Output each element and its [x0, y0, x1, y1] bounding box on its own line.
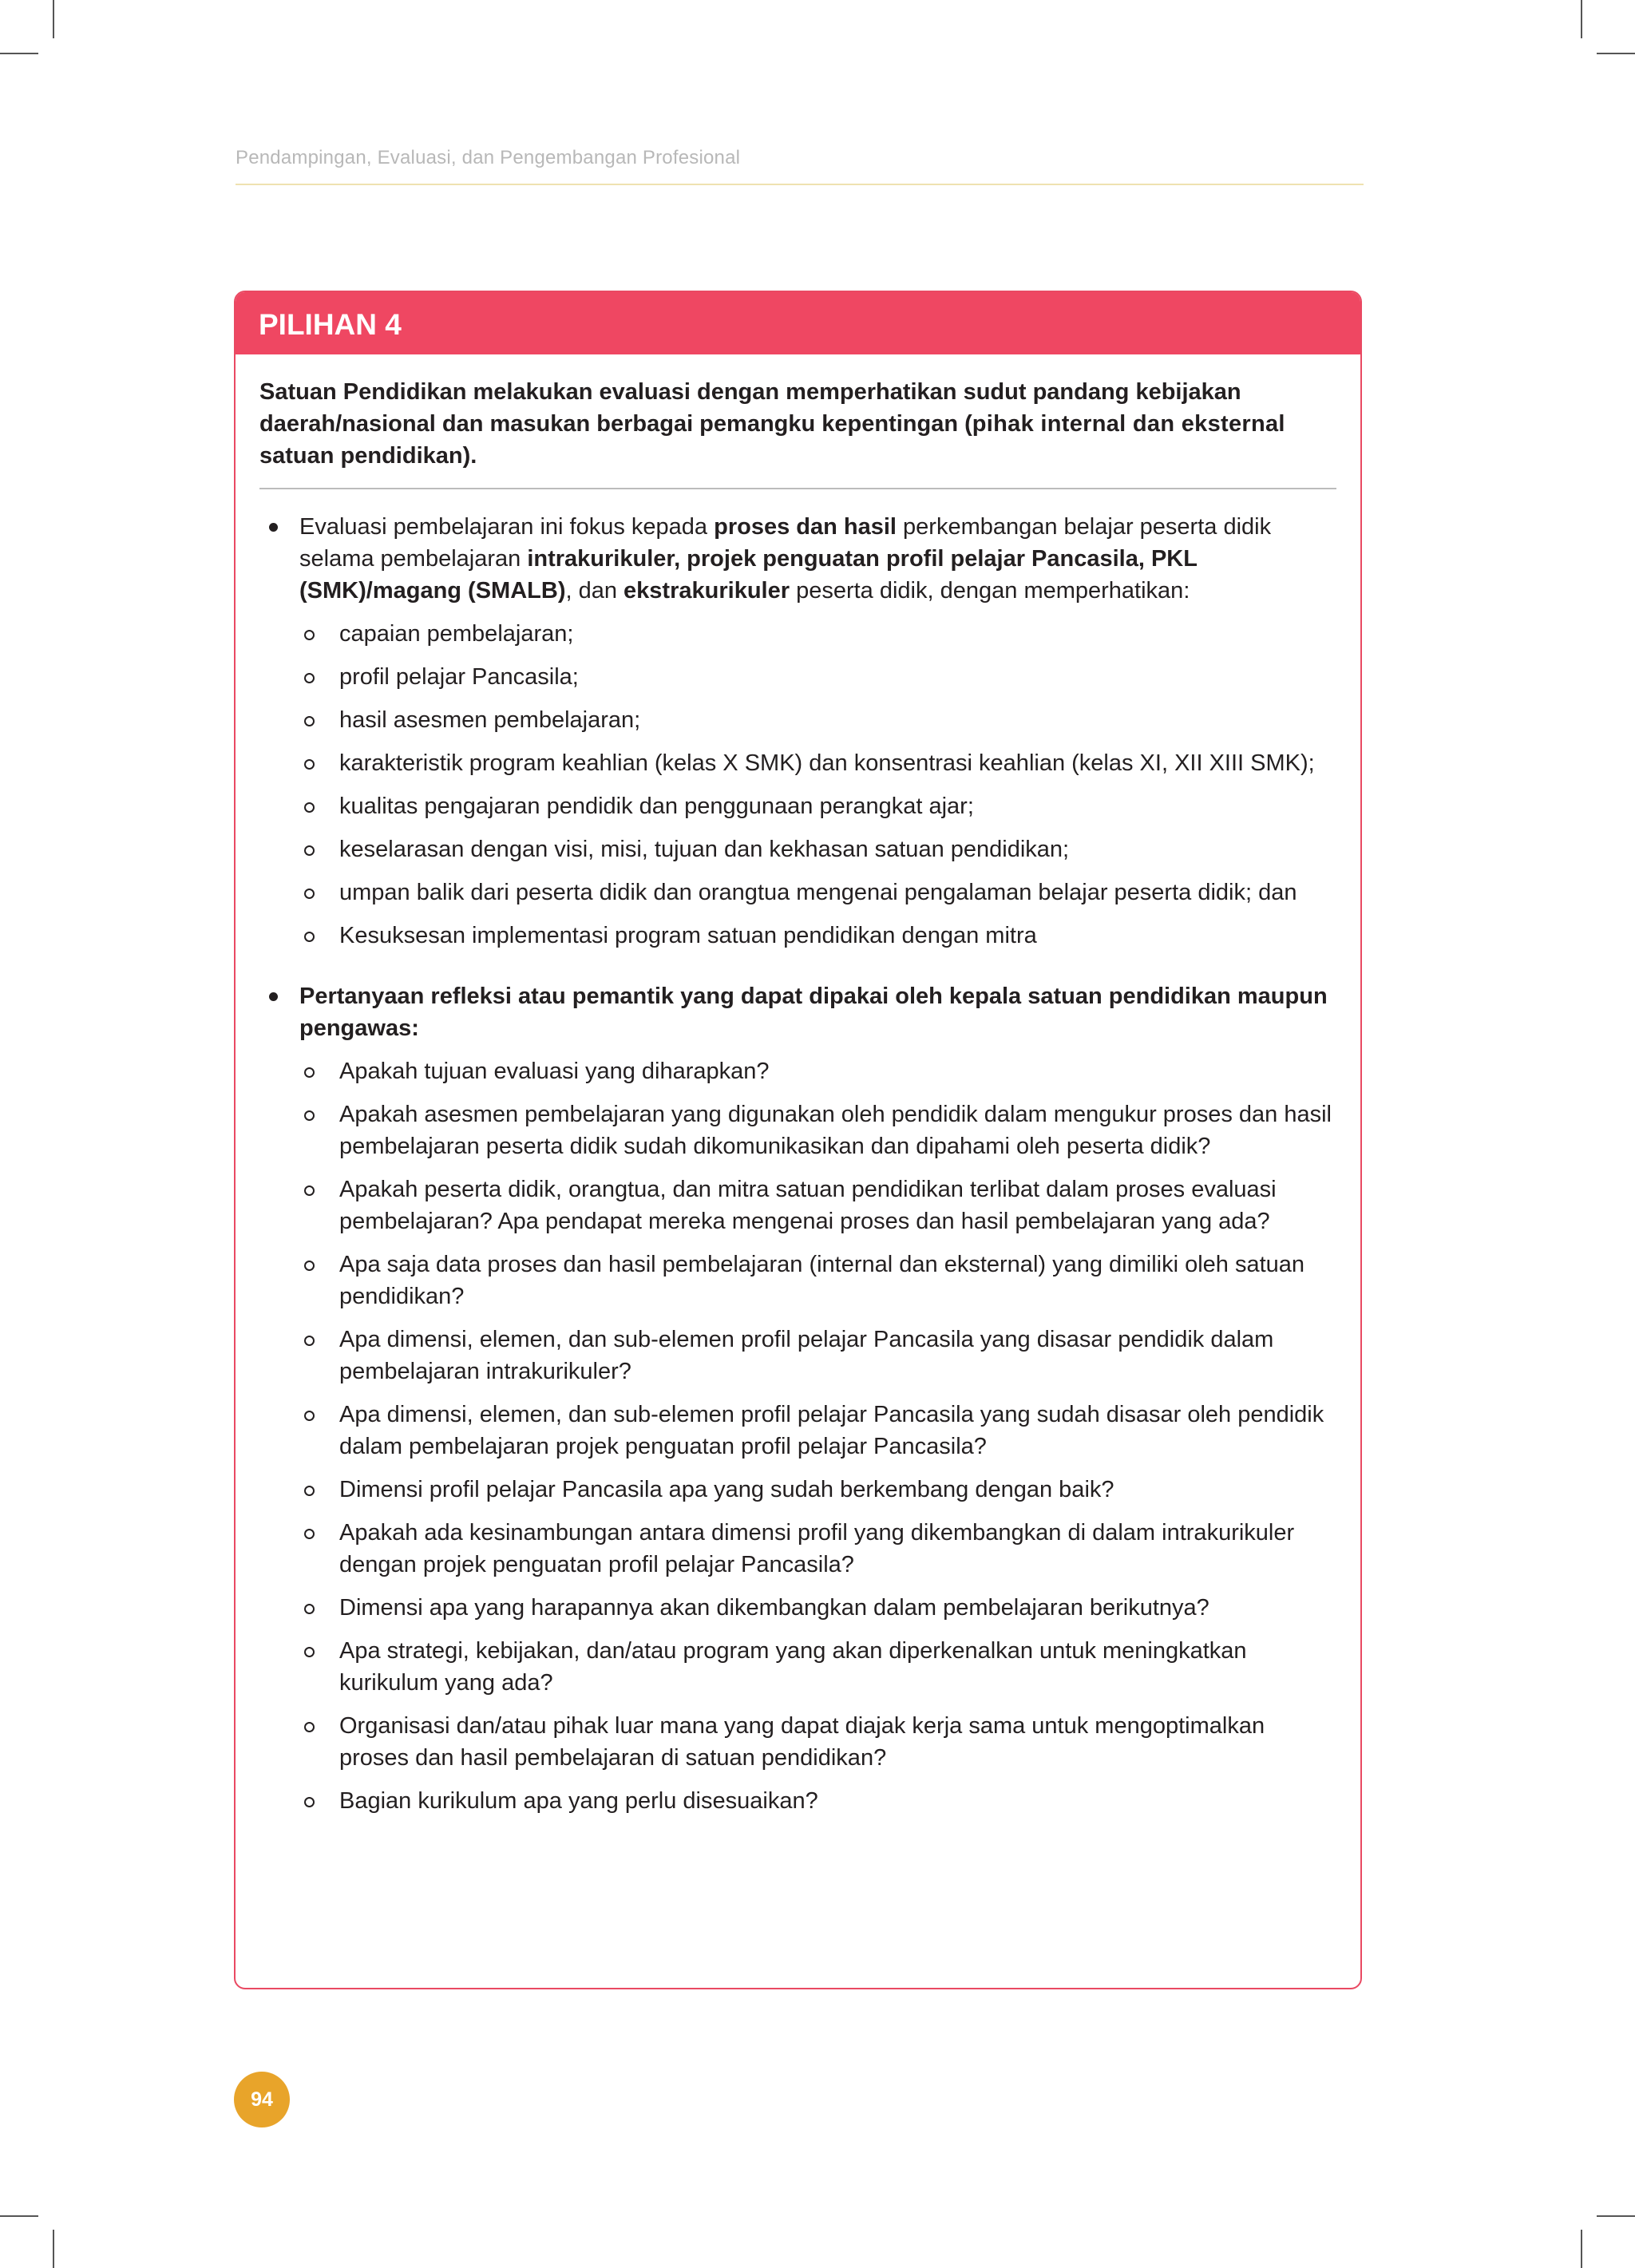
circle-bullet-icon [304, 1261, 315, 1271]
circle-bullet-icon [304, 1067, 315, 1078]
intro-emphasis: pihak internal dan eksternal [972, 411, 1285, 437]
list-item: Apakah peserta didik, orangtua, dan mitra satuan pendidikan terlibat dalam proses evaluasi pembelajaran? Apa pendapat mereka mengenai proses dan hasil pembelajaran yang ada? [299, 1174, 1333, 1237]
circle-bullet-icon [304, 716, 315, 726]
list-item: capaian pembelajaran; [299, 618, 1333, 650]
crop-mark [1581, 2230, 1582, 2268]
page-number: 94 [234, 2072, 290, 2127]
list-item: Apakah tujuan evaluasi yang diharapkan? [299, 1055, 1333, 1087]
circle-bullet-icon [304, 1486, 315, 1496]
circle-bullet-icon [304, 759, 315, 770]
sub-list-questions [299, 1055, 1333, 1817]
main-list [236, 511, 1360, 1817]
crop-mark [1597, 53, 1635, 54]
circle-bullet-icon [304, 1604, 315, 1614]
crop-mark [53, 2230, 54, 2268]
crop-mark [1597, 2215, 1635, 2217]
list-item-pertanyaan [259, 980, 1333, 1817]
bullet-icon [269, 523, 278, 532]
circle-bullet-icon [304, 1722, 315, 1732]
crop-mark [0, 53, 38, 54]
bullet-icon [269, 992, 278, 1001]
circle-bullet-icon [304, 802, 315, 813]
circle-bullet-icon [304, 1336, 315, 1346]
item-text: Evaluasi pembelajaran ini fokus kepada proses dan hasil perkembangan belajar peserta didik selama pembelajaran intrakurikuler, projek penguatan profil pelajar Pancasila, PKL (SMK)/magang (SMALB), dan ekstrakurikuler peserta didik, dengan memperhatikan: [299, 514, 1272, 604]
circle-bullet-icon [304, 673, 315, 683]
list-item: Apakah ada kesinambungan antara dimensi profil yang dikembangkan di dalam intrakurikuler dengan projek penguatan profil pelajar Pancasila? [299, 1517, 1333, 1581]
list-item: Bagian kurikulum apa yang perlu disesuaikan? [299, 1785, 1333, 1817]
circle-bullet-icon [304, 1110, 315, 1121]
list-item: Dimensi profil pelajar Pancasila apa yang sudah berkembang dengan baik? [299, 1474, 1333, 1506]
circle-bullet-icon [304, 1411, 315, 1421]
circle-bullet-icon [304, 1797, 315, 1807]
list-item: karakteristik program keahlian (kelas X SMK) dan konsentrasi keahlian (kelas XI, XII XIII SMK); [299, 747, 1333, 779]
crop-mark [1581, 0, 1582, 38]
list-item: Organisasi dan/atau pihak luar mana yang dapat diajak kerja sama untuk mengoptimalkan proses dan hasil pembelajaran di satuan pendidikan? [299, 1710, 1333, 1774]
intro-text-end: satuan pendidikan). [259, 443, 477, 469]
list-item: Apa saja data proses dan hasil pembelajaran (internal dan eksternal) yang dimiliki oleh satuan pendidikan? [299, 1249, 1333, 1312]
box-intro [259, 376, 1336, 489]
circle-bullet-icon [304, 1529, 315, 1539]
circle-bullet-icon [304, 1185, 315, 1196]
list-item: kualitas pengajaran pendidik dan penggunaan perangkat ajar; [299, 790, 1333, 822]
item-heading: Pertanyaan refleksi atau pemantik yang dapat dipakai oleh kepala satuan pendidikan maupun pengawas: [299, 984, 1328, 1041]
list-item: hasil asesmen pembelajaran; [299, 704, 1333, 736]
list-item: Apa dimensi, elemen, dan sub-elemen profil pelajar Pancasila yang sudah disasar oleh pendidik dalam pembelajaran projek penguatan profil pelajar Pancasila? [299, 1399, 1333, 1463]
crop-mark [53, 0, 54, 38]
circle-bullet-icon [304, 630, 315, 640]
header-divider [236, 184, 1364, 185]
crop-mark [0, 2215, 38, 2217]
list-item-evaluasi [259, 511, 1333, 952]
list-item: Apa strategi, kebijakan, dan/atau program yang akan diperkenalkan untuk meningkatkan kurikulum yang ada? [299, 1635, 1333, 1699]
list-item: Apa dimensi, elemen, dan sub-elemen profil pelajar Pancasila yang disasar pendidik dalam pembelajaran intrakurikuler? [299, 1324, 1333, 1387]
circle-bullet-icon [304, 889, 315, 899]
circle-bullet-icon [304, 1647, 315, 1657]
sub-list-criteria [299, 618, 1333, 952]
list-item: keselarasan dengan visi, misi, tujuan dan kekhasan satuan pendidikan; [299, 833, 1333, 865]
list-item: Kesuksesan implementasi program satuan pendidikan dengan mitra [299, 920, 1333, 952]
list-item: Dimensi apa yang harapannya akan dikembangkan dalam pembelajaran berikutnya? [299, 1592, 1333, 1624]
list-item: umpan balik dari peserta didik dan orangtua mengenai pengalaman belajar peserta didik; dan [299, 877, 1333, 908]
list-item: Apakah asesmen pembelajaran yang digunakan oleh pendidik dalam mengukur proses dan hasil pembelajaran peserta didik sudah dikomunikasikan dan dipahami oleh peserta didik? [299, 1098, 1333, 1162]
intro-text: Satuan Pendidikan melakukan evaluasi dengan memperhatikan sudut pandang kebijakan daerah/nasional dan masukan berbagai pemangku kepentingan ( [259, 379, 1241, 437]
list-item: profil pelajar Pancasila; [299, 661, 1333, 693]
pilihan-box [234, 291, 1362, 1989]
running-header: Pendampingan, Evaluasi, dan Pengembangan Profesional [236, 147, 741, 168]
circle-bullet-icon [304, 932, 315, 942]
circle-bullet-icon [304, 845, 315, 856]
box-title: PILIHAN 4 [236, 292, 1360, 354]
